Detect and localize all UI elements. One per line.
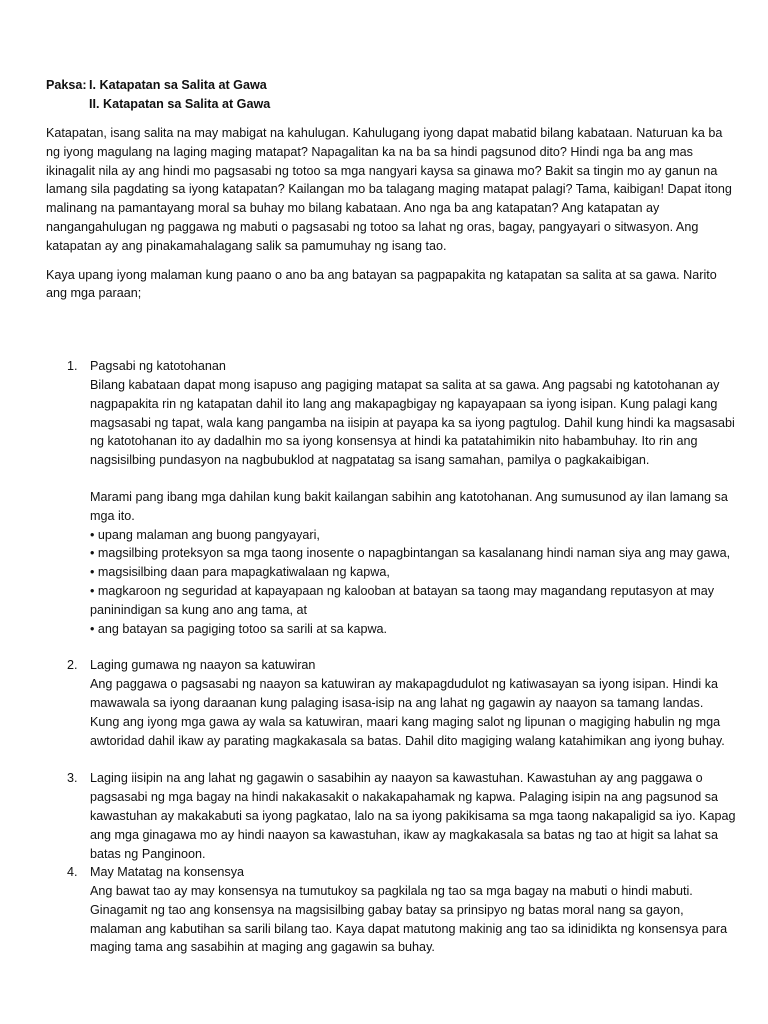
- item-number: 2.: [67, 658, 78, 673]
- item-title: Pagsabi ng katotohanan: [90, 359, 226, 374]
- topic-title-2: II. Katapatan sa Salita at Gawa: [89, 97, 271, 111]
- reason-item: • magsilbing proteksyon sa mga taong inosente o napagbintangan sa kasalanang hindi naman siya ang may gawa,: [90, 546, 731, 561]
- reason-item: • upang malaman ang buong pangyayari,: [90, 527, 320, 542]
- reason-item: • magsisilbing daan para mapagkatiwalaan ng kapwa,: [90, 565, 390, 580]
- item-body: Laging iisipin na ang lahat ng gagawin o sasabihin ay naayon sa kawastuhan. Kawastuhan ay ang paggawa o pagsasabi ng mga bagay na hindi nakakasakit o nakakapahamak ng kapwa. Palaging isipin na ang pagsunod sa kawastuhan ay makakabuti sa iyong pagkatao, lalo na sa iyong pakikisama sa mga taong nakapaligid sa iyo. Kapag ang mga ginagawa mo ay hindi naayon sa kawastuhan, ikaw ay magkakasala sa batas ng tao at higit sa lahat sa batas ng Panginoon.: [90, 771, 736, 861]
- list-item-1: [46, 357, 736, 638]
- list-item-3: [46, 769, 736, 863]
- item-number: 1.: [67, 359, 78, 374]
- item-title: May Matatag na konsensya: [90, 865, 245, 880]
- item-number: 3.: [67, 771, 78, 786]
- intro-paragraph: Katapatan, isang salita na may mabigat na kahulugan. Kahulugang iyong dapat mabatid bilang kabataan. Naturuan ka ba ng iyong magulang na laging maging matapat? Napagalitan ka na ba sa hindi pagsunod dito? Hindi nga ba ang mas ikinagalit nila ay ang hindi mo pagsasabi ng totoo sa mga nangyari kaysa sa ginawa mo? Bakit sa tingin mo ay ganun na lamang sila pagdating sa iyong katapatan? Kailangan mo ba talagang maging matapat palagi? Tama, kaibigan! Dapat itong malinang na pamantayang moral sa buhay mo bilang kabataan. Ano nga ba ang katapatan? Ang katapatan ay nangangahulugan ng paggawa ng mabuti o pagsasabi ng totoo sa lahat ng oras, bagay, pangyayari o sitwasyon. Ang katapatan ay ang pinakamahalagang salik sa pamumuhay ng isang tao.: [46, 126, 732, 253]
- item-body-2: Marami pang ibang mga dahilan kung bakit kailangan sabihin ang katotohanan. Ang sumusunod ay ilan lamang sa mga ito.: [90, 489, 728, 523]
- topic-title-1: I. Katapatan sa Salita at Gawa: [89, 78, 267, 92]
- intro-paragraph-2: Kaya upang iyong malaman kung paano o ano ba ang batayan sa pagpapakita ng katapatan sa salita at sa gawa. Narito ang mga paraan;: [46, 267, 717, 301]
- topic-label: Paksa:: [46, 78, 87, 92]
- item-body: Ang bawat tao ay may konsensya na tumutukoy sa pagkilala ng tao sa mga bagay na mabuti o hindi mabuti. Ginagamit ng tao ang konsensya na magsisilbing gabay batay sa prinsipyo ng batas moral nang sa gayon, malaman ang kabutihan sa sarili bilang tao. Kaya dapat matutong makinig ang tao sa idinidikta ng konsensya para maging tama ang sasabihin at maging ang gagawin sa buhay.: [90, 884, 728, 955]
- list-item-2: [46, 656, 736, 750]
- reasons-list: [90, 526, 736, 639]
- topic-line-1: [46, 76, 736, 95]
- item-number: 4.: [67, 865, 78, 880]
- list-item-4: [46, 863, 736, 957]
- item-body: Ang paggawa o pagsasabi ng naayon sa katuwiran ay makapagdudulot ng katiwasayan sa iyong isipan. Hindi ka mawawala sa iyong daraanan kung palaging isasa-isip na ang lahat ng gagawin ay naayon sa tamang landas. Kung ang iyong mga gawa ay wala sa katuwiran, maari kang maging salot ng lipunan o magiging habulin ng mga awtoridad dahil ikaw ay parating magkakasala sa batas. Dahil dito magiging walang katahimikan ang iyong buhay.: [90, 677, 725, 748]
- ways-list: [46, 357, 736, 957]
- document-page: [46, 76, 736, 957]
- topic-line-2: [46, 95, 736, 114]
- item-body: Bilang kabataan dapat mong isapuso ang pagiging matapat sa salita at sa gawa. Ang pagsabi ng katotohanan ay nagpapakita rin ng katapatan dahil ito lang ang makapagbigay ng kapayapaan sa iyong isipan. Kung palagi kang magsasabi ng tapat, wala kang pangamba na iisipin at payapa ka sa iyong pagtulog. Dahil kung hindi ka magsasabi ng katotohanan ito ay dadalhin mo sa iyong konsensya at hindi ka patatahimikin nito habambuhay. Ito rin ang nagsisilbing pundasyon na nagbubuklod at nagpatatag sa isang samahan, pamilya o pagkakaibigan.: [90, 377, 735, 468]
- spacer: [90, 470, 736, 488]
- reason-item: • magkaroon ng seguridad at kapayapaan ng kalooban at batayan sa taong may magandang reputasyon at may paninindigan sa kung ano ang tama, at: [90, 583, 715, 617]
- item-title: Laging gumawa ng naayon sa katuwiran: [90, 658, 316, 673]
- reason-item: • ang batayan sa pagiging totoo sa sarili at sa kapwa.: [90, 621, 388, 636]
